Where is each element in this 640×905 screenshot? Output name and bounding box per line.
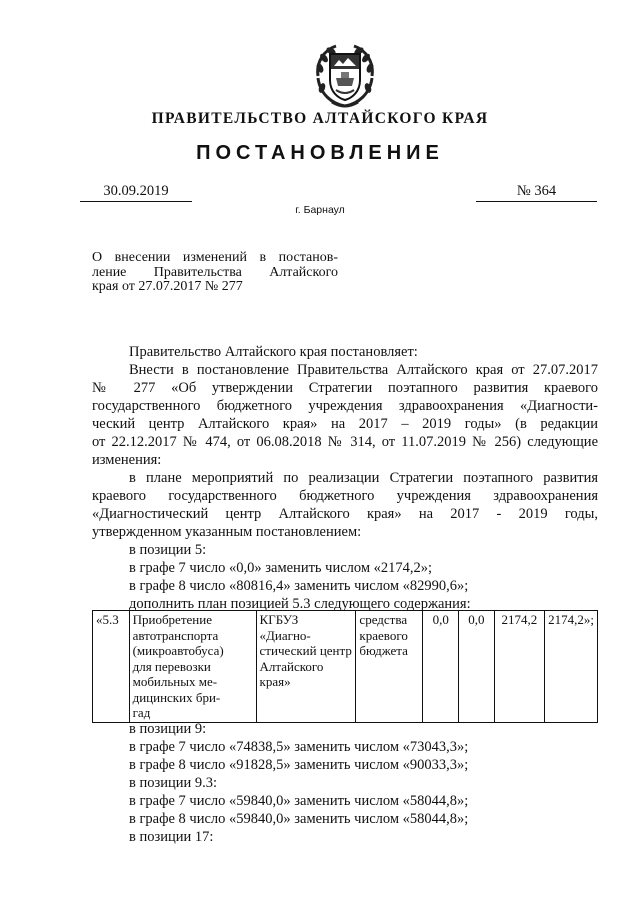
- cell-line: автотранспорта: [132, 627, 219, 643]
- cell-line: гад: [132, 705, 151, 720]
- document-subject: [92, 251, 338, 295]
- paragraph-line: в графе 7 число «0,0» заменить числом «2174,2»;: [129, 560, 433, 576]
- organization-title: ПРАВИТЕЛЬСТВО АЛТАЙСКОГО КРАЯ: [151, 110, 489, 127]
- cell-2019: 2174,2: [494, 611, 544, 723]
- paragraph-line: в плане мероприятий по реализации Стратегии поэтапного развития: [129, 470, 598, 486]
- cell-line: для перевозки: [132, 658, 211, 674]
- paragraph-line: ческий центр Алтайского края» на 2017 – 2019 годы» (в редакции: [92, 416, 598, 432]
- subject-line: ление Правительства Алтайского: [92, 264, 338, 280]
- cell-line: средства: [359, 612, 408, 627]
- paragraph-line: № 277 «Об утверждении Стратегии поэтапного развития краевого: [92, 380, 598, 396]
- paragraph-line: в позиции 9.3:: [129, 775, 218, 791]
- paragraph-line: в графе 8 число «91828,5» заменить числом «90033,3»;: [129, 757, 469, 773]
- paragraph-line: утвержденном указанным постановлением:: [92, 524, 362, 540]
- cell-line: (микроавтобуса): [132, 643, 224, 658]
- cell-total: 2174,2»;: [545, 611, 598, 723]
- paragraph-line: в графе 7 число «59840,0» заменить числом «58044,8»;: [129, 793, 469, 809]
- paragraph-line: дополнить план позицией 5.3 следующего содержания:: [129, 596, 471, 612]
- paragraph-line: в графе 8 число «59840,0» заменить числом «58044,8»;: [129, 811, 469, 827]
- document-type-title: ПОСТАНОВЛЕНИЕ: [196, 142, 444, 164]
- paragraph-line: «Диагностический центр Алтайского края» на 2017 - 2019 годы,: [92, 506, 598, 522]
- subject-line: О внесении изменений в постанов-: [92, 250, 338, 265]
- document-body: [92, 343, 598, 613]
- document-city: г. Барнаул: [295, 204, 345, 216]
- document-body-continued: [92, 720, 598, 846]
- paragraph-line: Внести в постановление Правительства Алтайского края от 27.07.2017: [129, 362, 598, 378]
- cell-position: «5.3: [93, 611, 130, 723]
- paragraph-line: в позиции 5:: [129, 542, 207, 558]
- paragraph-line: краевого государственного бюджетного учреждения здравоохранения: [92, 488, 598, 504]
- paragraph-line: в графе 8 число «80816,4» заменить числом «82990,6»;: [129, 578, 469, 594]
- subject-line: края от 27.07.2017 № 277: [92, 279, 243, 294]
- cell-line: КГБУЗ «Диагно-: [259, 612, 311, 643]
- cell-line: края»: [259, 674, 291, 689]
- paragraph-line: в позиции 17:: [129, 829, 214, 845]
- paragraph-line: изменения:: [92, 452, 162, 468]
- position-table: [92, 610, 598, 723]
- cell-line: стический центр: [259, 643, 352, 658]
- paragraph-line: Правительство Алтайского края постановляет:: [129, 344, 418, 360]
- cell-line: мобильных ме-: [132, 674, 218, 689]
- document-date: 30.09.2019: [80, 183, 192, 202]
- cell-line: дицинских бри-: [132, 689, 221, 705]
- cell-line: бюджета: [359, 643, 408, 658]
- cell-line: краевого: [359, 627, 408, 643]
- cell-source: [356, 611, 423, 723]
- cell-line: Приобретение: [132, 612, 212, 627]
- cell-2017: 0,0: [423, 611, 459, 723]
- document-number: № 364: [476, 183, 597, 202]
- paragraph-line: от 22.12.2017 № 474, от 06.08.2018 № 314, от 11.07.2019 № 256) следующие: [92, 434, 598, 450]
- cell-executor: [256, 611, 356, 723]
- cell-event: [129, 611, 256, 723]
- paragraph-line: в позиции 9:: [129, 721, 207, 737]
- table-row: [93, 611, 598, 723]
- cell-line: Алтайского: [259, 658, 324, 674]
- coat-of-arms-icon: [308, 38, 382, 112]
- paragraph-line: государственного бюджетного учреждения здравоохранения «Диагности-: [92, 398, 598, 414]
- paragraph-line: в графе 7 число «74838,5» заменить числом «73043,3»;: [129, 739, 469, 755]
- cell-2018: 0,0: [459, 611, 495, 723]
